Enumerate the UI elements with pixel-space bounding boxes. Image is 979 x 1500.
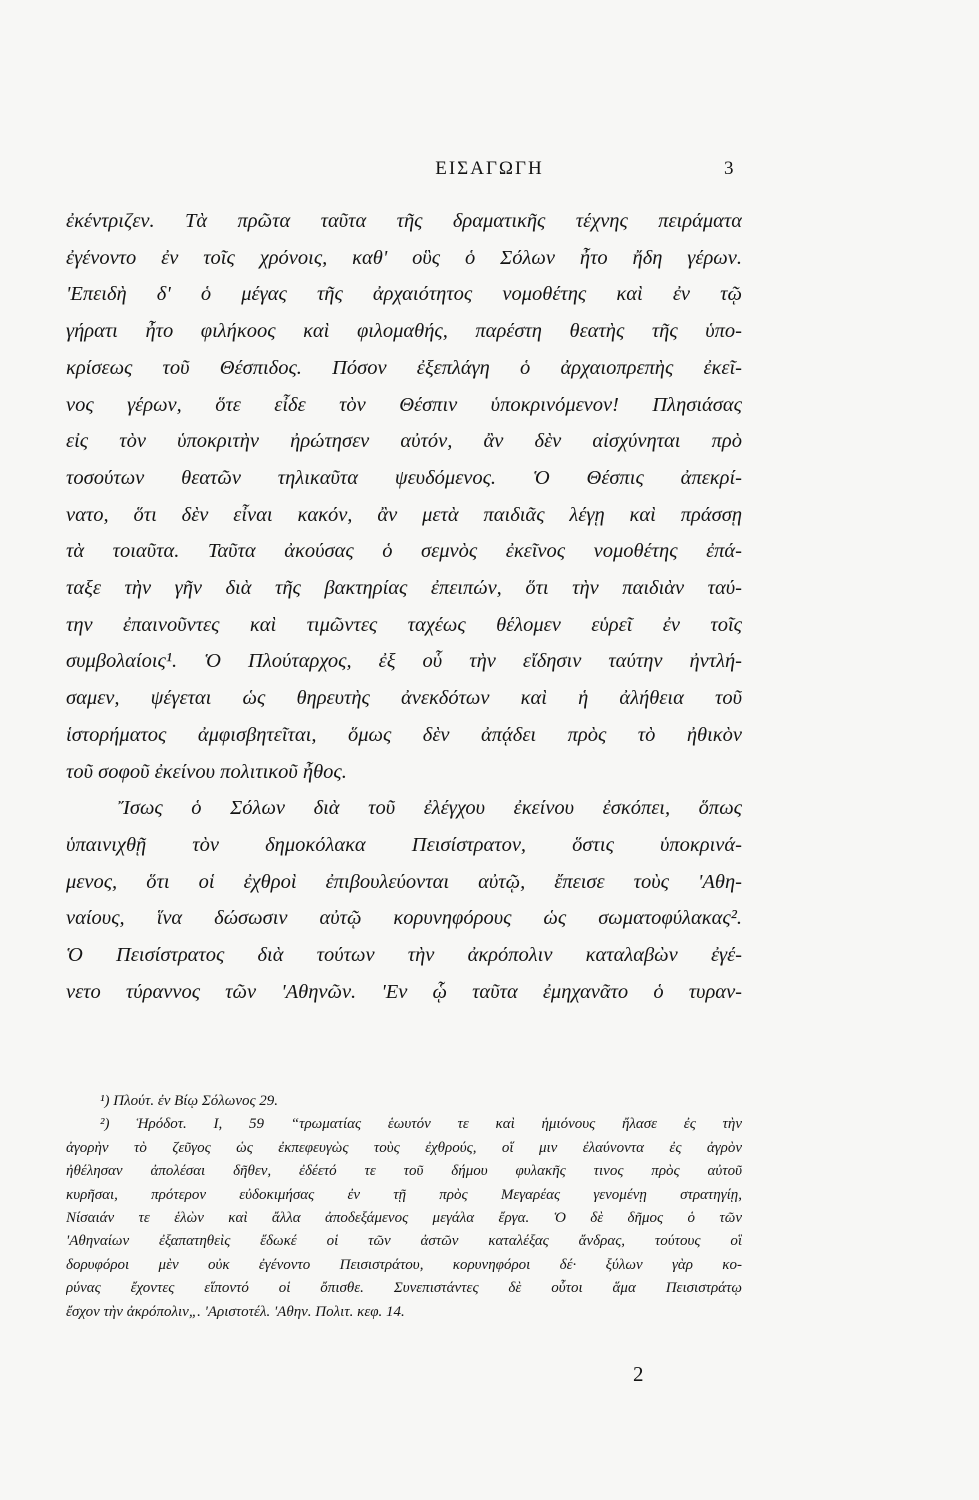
footnote-line: κυρῆσαι, πρότερον εὐδοκιμήσας ἐν τῇ πρὸς Μεγαρέας γενομένῃ στρατηγίῃ,	[66, 1186, 742, 1203]
text-line: ἐγένοντο ἐν τοῖς χρόνοις, καθ' οὓς ὁ Σόλων ἦτο ἤδη γέρων.	[66, 246, 742, 269]
footnote-line: ἔσχον τὴν ἀκρόπολιν„. 'Αριστοτέλ. 'Αθην. Πολιτ. κεφ. 14.	[66, 1303, 405, 1320]
footnote-line: Νίσαιάν τε ἑλὼν καὶ ἄλλα ἀποδεξάμενος μεγάλα ἔργα. Ὁ δὲ δῆμος ὁ τῶν	[66, 1210, 742, 1227]
running-title: ΕΙΣΑΓΩΓΗ	[435, 158, 544, 179]
text-line: 'Επειδὴ δ' ὁ μέγας τῆς ἀρχαιότητος νομοθέτης καὶ ἐν τῷ	[66, 283, 742, 306]
footnote-line: 'Αθηναίων ἐξαπατηθεὶς ἔδωκέ οἱ τῶν ἀστῶν καταλέξας ἄνδρας, τούτους οἳ	[66, 1233, 742, 1250]
text-line: μενος, ὅτι οἱ ἐχθροὶ ἐπιβουλεύονται αὐτῷ, ἔπεισε τοὺς 'Αθη-	[66, 870, 742, 893]
text-line: νετο τύραννος τῶν 'Αθηνῶν. 'Εν ᾧ ταῦτα ἐμηχανᾶτο ὁ τυραν-	[66, 980, 742, 1003]
footnote-line: ἀγορὴν τὸ ζεῦγος ὡς ἐκπεφευγὼς τοὺς ἐχθρούς, οἵ μιν ἐλαύνοντα ἐς ἀγρὸν	[66, 1139, 742, 1156]
footnote-line: ἠθέλησαν ἀπολέσαι δῆθεν, ἐδέετό τε τοῦ δήμου φυλακῆς τινος πρὸς αὐτοῦ	[66, 1163, 742, 1180]
text-line: νος γέρων, ὅτε εἶδε τὸν Θέσπιν ὑποκρινόμενον! Πλησιάσας	[66, 393, 742, 416]
text-line: ναίους, ἵνα δώσωσιν αὐτῷ κορυνηφόρους ὡς σωματοφύλακας².	[66, 907, 742, 930]
footnote-line: ρύνας ἔχοντες εἵποντό οἱ ὄπισθε. Συνεπιστάντες δὲ οὗτοι ἅμα Πεισιστράτῳ	[66, 1280, 742, 1297]
text-line: ὑπαινιχθῇ τὸν δημοκόλακα Πεισίστρατον, ὅστις ὑποκρινά-	[66, 833, 742, 856]
text-line: την ἐπαινοῦντες καὶ τιμῶντες ταχέως θέλομεν εὑρεῖ ἐν τοῖς	[66, 613, 742, 636]
text-line: ταξε τὴν γῆν διὰ τῆς βακτηρίας ἐπειπών, ὅτι τὴν παιδιὰν ταύ-	[66, 577, 742, 600]
text-line: σαμεν, ψέγεται ὡς θηρευτὴς ἀνεκδότων καὶ ἡ ἀλήθεια τοῦ	[66, 687, 742, 710]
footnote-line: δορυφόροι μὲν οὐκ ἐγένοντο Πεισιστράτου, κορυνηφόροι δέ· ξύλων γὰρ κο-	[66, 1256, 742, 1273]
text-line: κρίσεως τοῦ Θέσπιδος. Πόσον ἐξεπλάγη ὁ ἀρχαιοπρεπὴς ἐκεῖ-	[66, 356, 742, 379]
main-text	[66, 203, 742, 1010]
page-number: 3	[724, 158, 734, 179]
text-line: τοσούτων θεατῶν τηλικαῦτα ψευδόμενος. Ὁ Θέσπις ἀπεκρί-	[66, 466, 742, 489]
footnote-line: ²) Ἡρόδοτ. I, 59 “τρωματίας ἑωυτόν τε καὶ ἡμιόνους ἤλασε ἐς τὴν	[100, 1116, 742, 1133]
text-line: συμβολαίοις¹. Ὁ Πλούταρχος, ἐξ οὗ τὴν εἴδησιν ταύτην ἠντλή-	[66, 650, 742, 673]
footnotes	[66, 1090, 742, 1324]
text-line: τοῦ σοφοῦ ἐκείνου πολιτικοῦ ἦθος.	[66, 760, 347, 783]
text-line: νατο, ὅτι δὲν εἶναι κακόν, ἂν μετὰ παιδιᾶς λέγῃ καὶ πράσσῃ	[66, 503, 742, 526]
footnote-line: ¹) Πλούτ. ἐν Βίῳ Σόλωνος 29.	[100, 1093, 279, 1109]
text-line: τὰ τοιαῦτα. Ταῦτα ἀκούσας ὁ σεμνὸς ἐκεῖνος νομοθέτης ἐπά-	[66, 540, 742, 563]
text-line: ἐκέντριζεν. Τὰ πρῶτα ταῦτα τῆς δραματικῆς τέχνης πειράματα	[66, 210, 742, 232]
text-line: Ἴσως ὁ Σόλων διὰ τοῦ ἐλέγχου ἐκείνου ἐσκόπει, ὅπως	[118, 797, 742, 820]
signature-mark: 2	[633, 1362, 644, 1386]
text-line: ἱστορήματος ἀμφισβητεῖται, ὅμως δὲν ἀπᾴδει πρὸς τὸ ἠθικὸν	[66, 723, 742, 746]
text-line: εἰς τὸν ὑποκριτὴν ἠρώτησεν αὐτόν, ἂν δὲν αἰσχύνηται πρὸ	[66, 430, 742, 453]
text-line: Ὁ Πεισίστρατος διὰ τούτων τὴν ἀκρόπολιν καταλαβὼν ἐγέ-	[66, 944, 742, 967]
text-line: γήρατι ἦτο φιλήκοος καὶ φιλομαθής, παρέστη θεατὴς τῆς ὑπο-	[66, 320, 742, 343]
